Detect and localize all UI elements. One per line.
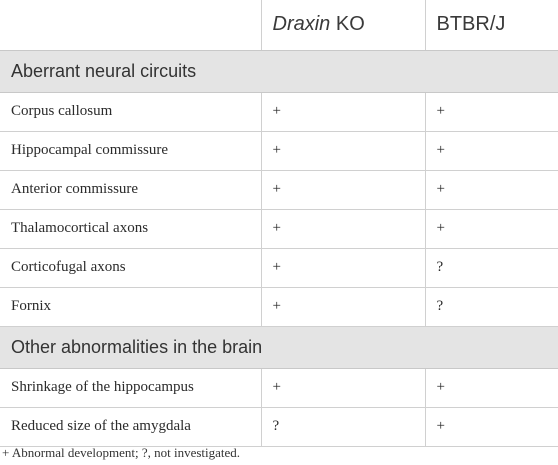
table-row [0,287,558,326]
btbr-value: + [425,92,558,131]
draxin-ko-value: ? [261,407,425,446]
draxin-ko-value: + [261,170,425,209]
header-draxin-suffix: KO [330,13,365,36]
header-btbr: BTBR/J [425,0,558,50]
table-row [0,209,558,248]
header-draxin-gene: Draxin [272,13,331,36]
section-row [0,326,558,368]
draxin-ko-value: + [261,92,425,131]
table-row [0,407,558,446]
table-row [0,92,558,131]
header-empty-cell [0,0,261,50]
draxin-ko-value: + [261,368,425,407]
row-label: Fornix [0,287,261,326]
table-row [0,248,558,287]
draxin-ko-value: + [261,209,425,248]
btbr-value: + [425,209,558,248]
table-row [0,131,558,170]
row-label: Corticofugal axons [0,248,261,287]
row-label: Corpus callosum [0,92,261,131]
draxin-ko-value: + [261,287,425,326]
table-header-row [0,0,558,50]
section-title: Aberrant neural circuits [0,50,558,92]
table-footnote: + Abnormal development; ?, not investigated. [2,445,241,460]
btbr-value: + [425,170,558,209]
row-label: Reduced size of the amygdala [0,407,261,446]
row-label: Hippocampal commissure [0,131,261,170]
draxin-ko-value: + [261,131,425,170]
btbr-value: + [425,407,558,446]
table-row [0,368,558,407]
row-label: Anterior commissure [0,170,261,209]
row-label: Thalamocortical axons [0,209,261,248]
section-row [0,50,558,92]
section-title: Other abnormalities in the brain [0,326,558,368]
btbr-value: ? [425,248,558,287]
row-label: Shrinkage of the hippocampus [0,368,261,407]
btbr-value: ? [425,287,558,326]
draxin-ko-value: + [261,248,425,287]
btbr-value: + [425,131,558,170]
table-row [0,170,558,209]
btbr-value: + [425,368,558,407]
header-draxin-ko [261,0,425,50]
